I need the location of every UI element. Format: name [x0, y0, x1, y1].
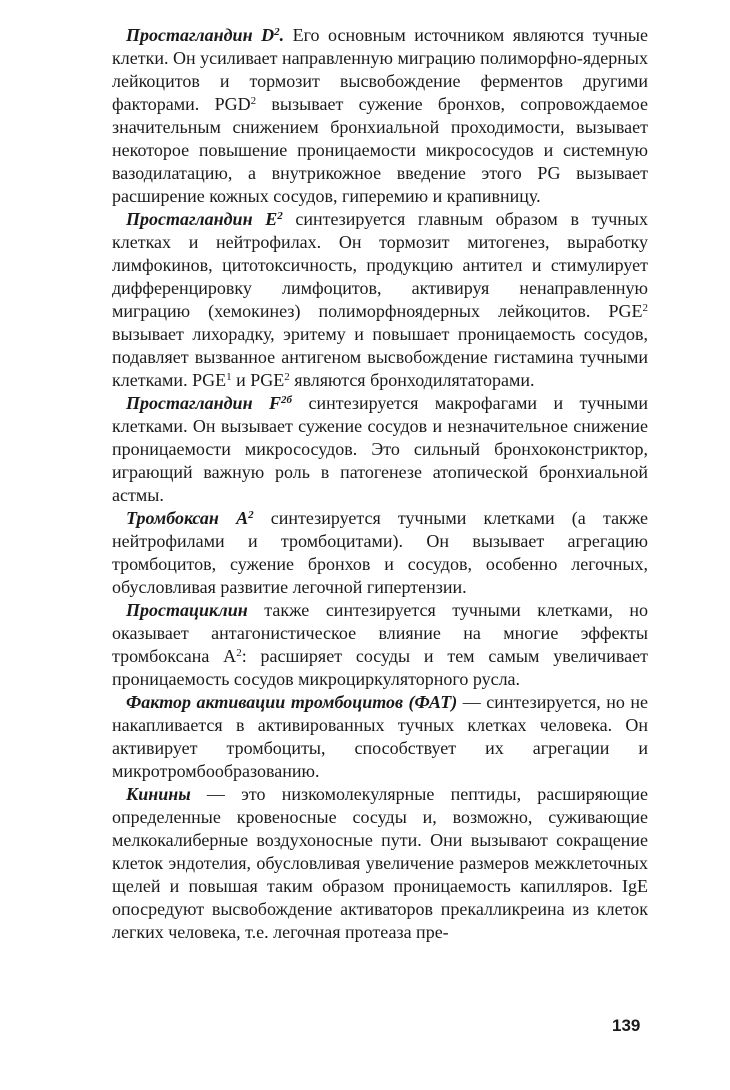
- paragraph: [112, 599, 648, 691]
- paragraph-text: вызывает сужение бронхов, сопровождаемое значительным снижением бронхиальной проходимости, вызывает некоторое повышение проницаемости микрососудов и системную вазодилатацию, а внутрикожное введение этого PG вызывает расширение кожных сосудов, гиперемию и крапивницу.: [112, 94, 648, 206]
- paragraph: [112, 507, 648, 599]
- paragraph: [112, 783, 648, 944]
- superscript: 2: [642, 302, 648, 314]
- paragraph-text: синтезируется главным образом в тучных клетках и нейтрофилах. Он тормозит митогенез, выработку лимфокинов, цитотоксичность, продукцию антител и стимулирует дифференцировку лимфоцитов, активируя ненаправленную миграцию (хемокинез) полиморфноядерных лейкоцитов. PGE: [112, 209, 649, 321]
- paragraph-text: синтезируется макрофагами и тучными клетками. Он вызывает сужение сосудов и незначительное снижение проницаемости микрососудов. Это сильный бронхоконстриктор, играющий важную роль в патогенезе атопической бронхиальной астмы.: [112, 393, 648, 505]
- paragraph-lead-term: Тромбоксан $A^2$: [126, 508, 254, 528]
- superscript: 2б: [281, 394, 293, 406]
- paragraph-text: — синтезируется, но не накапливается в активированных тучных клетках человека. Он активирует тромбоциты, способствует их агрегации и микротромбообразованию.: [112, 692, 648, 781]
- paragraph-lead-term: Фактор активации тромбоцитов (ФАТ): [126, 692, 458, 712]
- paragraph-lead-term: Простациклин: [126, 600, 248, 620]
- paragraph-lead-term: Простагландин $E^2$: [126, 209, 283, 229]
- superscript: 2: [277, 210, 283, 222]
- paragraph: [112, 691, 648, 783]
- superscript: 2: [274, 26, 280, 38]
- paragraph-text: Его основным источником являются тучные клетки. Он усиливает направленную миграцию полиморфно-ядерных лейкоцитов и тормозит высвобождение ферментов другими факторами. PGD: [112, 25, 648, 114]
- paragraph-text: вызывает лихорадку, эритему и повышает проницаемость сосудов, подавляет вызванное антигеном высвобождение гистамина тучными клетками. PGE: [112, 324, 648, 390]
- page-body: [112, 24, 648, 944]
- paragraph-text: также синтезируется тучными клетками, но оказывает антагонистическое влияние на многие эффекты тромбоксана А: [112, 600, 648, 666]
- paragraph-text: и PGE: [231, 370, 285, 390]
- superscript: 2: [284, 371, 290, 383]
- paragraph-text: : расширяет сосуды и тем самым увеличивает проницаемость сосудов микроциркуляторного русла.: [112, 646, 648, 689]
- paragraph-lead-term: Простагландин $F^{2б}$: [126, 393, 293, 413]
- paragraph-lead-term: Простагландин $D^2$.: [126, 25, 285, 45]
- paragraph: [112, 392, 648, 507]
- paragraph: [112, 208, 648, 392]
- paragraph-text: синтезируется тучными клетками (а также нейтрофилами и тромбоцитами). Он вызывает агрегацию тромбоцитов, сужение бронхов и сосудов, особенно легочных, обусловливая развитие легочной гипертензии.: [112, 508, 648, 597]
- superscript: 2: [250, 95, 257, 107]
- paragraph: [112, 24, 648, 208]
- superscript: 1: [226, 371, 232, 383]
- superscript: 2: [236, 647, 242, 659]
- page-number: 139: [612, 1016, 641, 1035]
- paragraph-text: — это низкомолекулярные пептиды, расширяющие определенные кровеносные сосуды и, возможно, суживающие мелкокалиберные воздухоносные пути. Они вызывают сокращение клеток эндотелия, обусловливая увеличение размеров межклеточных щелей и повышая таким образом проницаемость капилляров. IgE опосредуют высвобождение активаторов прекалликреина из клеток легких человека, т.е. легочная протеаза пре-: [112, 784, 648, 942]
- superscript: 2: [248, 509, 254, 521]
- paragraph-lead-term: Кинины: [126, 784, 191, 804]
- paragraph-text: являются бронходилятаторами.: [289, 370, 535, 390]
